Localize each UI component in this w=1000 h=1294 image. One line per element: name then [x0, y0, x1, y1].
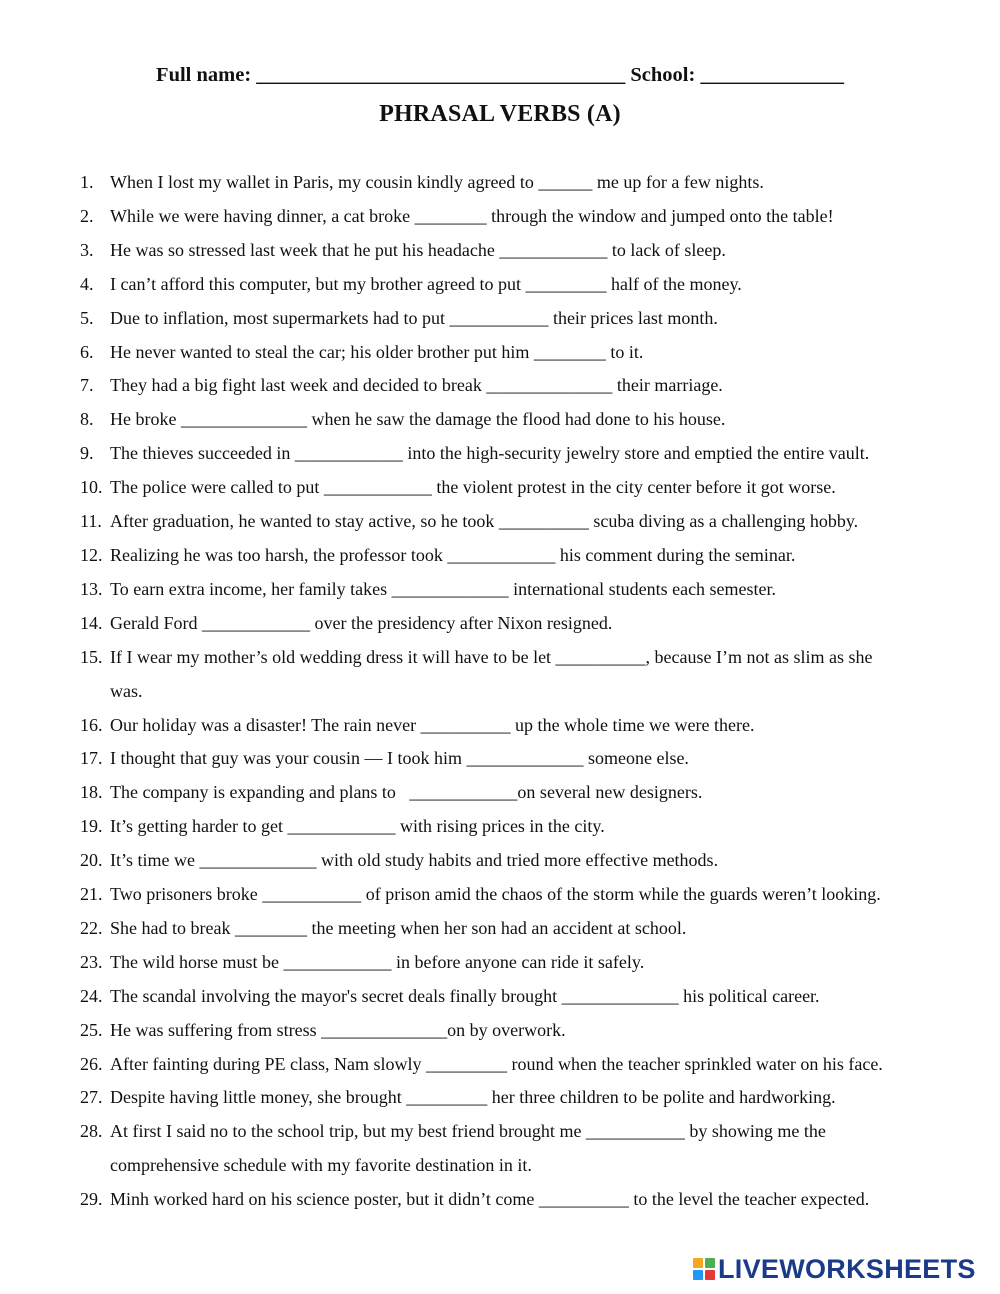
question-text: Our holiday was a disaster! The rain never __________ up the whole time we were there.	[110, 714, 755, 735]
question-number: 26.	[80, 1053, 103, 1074]
question-text: Despite having little money, she brought _________ her three children to be polite and hardworking.	[110, 1087, 836, 1108]
question-number: 25.	[80, 1019, 103, 1040]
question-text: The scandal involving the mayor's secret deals finally brought _____________ his political career.	[110, 985, 820, 1006]
question-number: 12.	[80, 544, 103, 565]
question-item	[80, 403, 970, 437]
question-number: 4.	[80, 273, 94, 294]
question-text: He broke ______________ when he saw the damage the flood had done to his house.	[110, 409, 726, 430]
question-text: They had a big fight last week and decided to break ______________ their marriage.	[110, 375, 723, 396]
question-text: While we were having dinner, a cat broke ________ through the window and jumped onto the table!	[110, 205, 834, 226]
question-item	[80, 1183, 970, 1217]
question-item	[80, 1115, 970, 1149]
logo-block	[693, 1258, 703, 1268]
worksheet-title: PHRASAL VERBS (A)	[379, 101, 621, 127]
question-text: The thieves succeeded in ____________ into the high-security jewelry store and emptied the entire vault.	[110, 443, 870, 464]
question-number: 22.	[80, 917, 103, 938]
question-number: 8.	[80, 409, 94, 430]
question-item	[80, 980, 970, 1014]
question-text: I thought that guy was your cousin — I took him _____________ someone else.	[110, 748, 689, 769]
question-item	[80, 844, 970, 878]
question-number: 29.	[80, 1189, 103, 1210]
question-number: 5.	[80, 307, 94, 328]
question-number: 10.	[80, 477, 103, 498]
logo-text: LIVEWORKSHEETS	[718, 1254, 976, 1284]
question-item	[80, 539, 970, 573]
question-text: To earn extra income, her family takes _____________ international students each semester.	[110, 578, 777, 599]
question-item	[80, 234, 970, 268]
question-item	[80, 810, 970, 844]
question-item	[80, 912, 970, 946]
question-item	[80, 302, 970, 336]
question-number: 13.	[80, 578, 103, 599]
question-item	[80, 573, 970, 607]
logo-block	[693, 1270, 703, 1280]
question-number: 20.	[80, 850, 103, 871]
question-text: I can’t afford this computer, but my brother agreed to put _________ half of the money.	[110, 273, 742, 294]
question-list	[80, 166, 970, 1217]
logo-block	[705, 1270, 715, 1280]
question-text: comprehensive schedule with my favorite destination in it.	[110, 1155, 532, 1176]
question-item	[80, 946, 970, 980]
question-text: Two prisoners broke ___________ of prison amid the chaos of the storm while the guards weren’t looking.	[110, 884, 881, 905]
question-item	[80, 200, 970, 234]
question-number: 9.	[80, 443, 94, 464]
question-item	[80, 336, 970, 370]
question-number: 18.	[80, 782, 103, 803]
question-item	[80, 166, 970, 200]
question-text: He was so stressed last week that he put his headache ____________ to lack of sleep.	[110, 239, 726, 260]
question-text: The wild horse must be ____________ in before anyone can ride it safely.	[110, 951, 645, 972]
question-number: 7.	[80, 375, 94, 396]
question-number: 1.	[80, 172, 94, 192]
question-text: The company is expanding and plans to ____________on several new designers.	[110, 782, 703, 803]
question-item	[80, 1014, 970, 1048]
liveworksheets-logo	[693, 1254, 976, 1284]
question-item	[80, 675, 970, 709]
question-number: 24.	[80, 985, 103, 1006]
question-item	[80, 268, 970, 302]
question-number: 16.	[80, 714, 103, 735]
question-text: When I lost my wallet in Paris, my cousin kindly agreed to ______ me up for a few nights.	[110, 172, 764, 192]
question-number: 23.	[80, 951, 103, 972]
logo-blocks-icon	[693, 1258, 715, 1280]
question-text: After fainting during PE class, Nam slowly _________ round when the teacher sprinkled water on his face.	[110, 1053, 883, 1074]
question-number: 27.	[80, 1087, 103, 1108]
question-item	[80, 742, 970, 776]
question-item	[80, 505, 970, 539]
question-item	[80, 607, 970, 641]
question-number: 6.	[80, 341, 94, 362]
question-text: Due to inflation, most supermarkets had to put ___________ their prices last month.	[110, 307, 718, 328]
question-text: Minh worked hard on his science poster, but it didn’t come __________ to the level the teacher expected.	[110, 1189, 870, 1210]
question-item	[80, 709, 970, 743]
question-number	[80, 1149, 110, 1183]
question-number: 15.	[80, 646, 103, 667]
question-number: 14.	[80, 612, 103, 633]
question-number: 21.	[80, 884, 103, 905]
question-text: She had to break ________ the meeting when her son had an accident at school.	[110, 917, 687, 938]
question-item	[80, 1048, 970, 1082]
question-number: 17.	[80, 748, 103, 769]
question-number: 3.	[80, 239, 94, 260]
question-item	[80, 369, 970, 403]
question-number: 19.	[80, 816, 103, 837]
question-text: Realizing he was too harsh, the professor took ____________ his comment during the seminar.	[110, 544, 796, 565]
question-text: If I wear my mother’s old wedding dress it will have to be let __________, because I’m not as slim as she	[110, 646, 873, 667]
logo-block	[705, 1258, 715, 1268]
question-item	[80, 878, 970, 912]
question-text: He was suffering from stress ______________on by overwork.	[110, 1019, 566, 1040]
question-item	[80, 1081, 970, 1115]
question-item	[80, 641, 970, 675]
question-text: He never wanted to steal the car; his older brother put him ________ to it.	[110, 341, 644, 362]
question-text: It’s getting harder to get ____________ with rising prices in the city.	[110, 816, 605, 837]
name-school-line: Full name: ____________________________________ School: ______________	[156, 64, 844, 86]
question-text: The police were called to put ____________ the violent protest in the city center before it got worse.	[110, 477, 836, 498]
question-text: Gerald Ford ____________ over the presidency after Nixon resigned.	[110, 612, 613, 633]
question-number: 28.	[80, 1121, 103, 1142]
question-text: was.	[110, 680, 143, 701]
question-item	[80, 437, 970, 471]
question-text: It’s time we _____________ with old study habits and tried more effective methods.	[110, 850, 719, 871]
question-text: After graduation, he wanted to stay active, so he took __________ scuba diving as a challenging hobby.	[110, 511, 859, 532]
question-text: At first I said no to the school trip, but my best friend brought me ___________ by showing me the	[110, 1121, 826, 1142]
question-item	[80, 1149, 970, 1183]
question-number	[80, 675, 110, 709]
question-item	[80, 776, 970, 810]
question-item	[80, 471, 970, 505]
question-number: 2.	[80, 205, 94, 226]
question-number: 11.	[80, 511, 102, 532]
